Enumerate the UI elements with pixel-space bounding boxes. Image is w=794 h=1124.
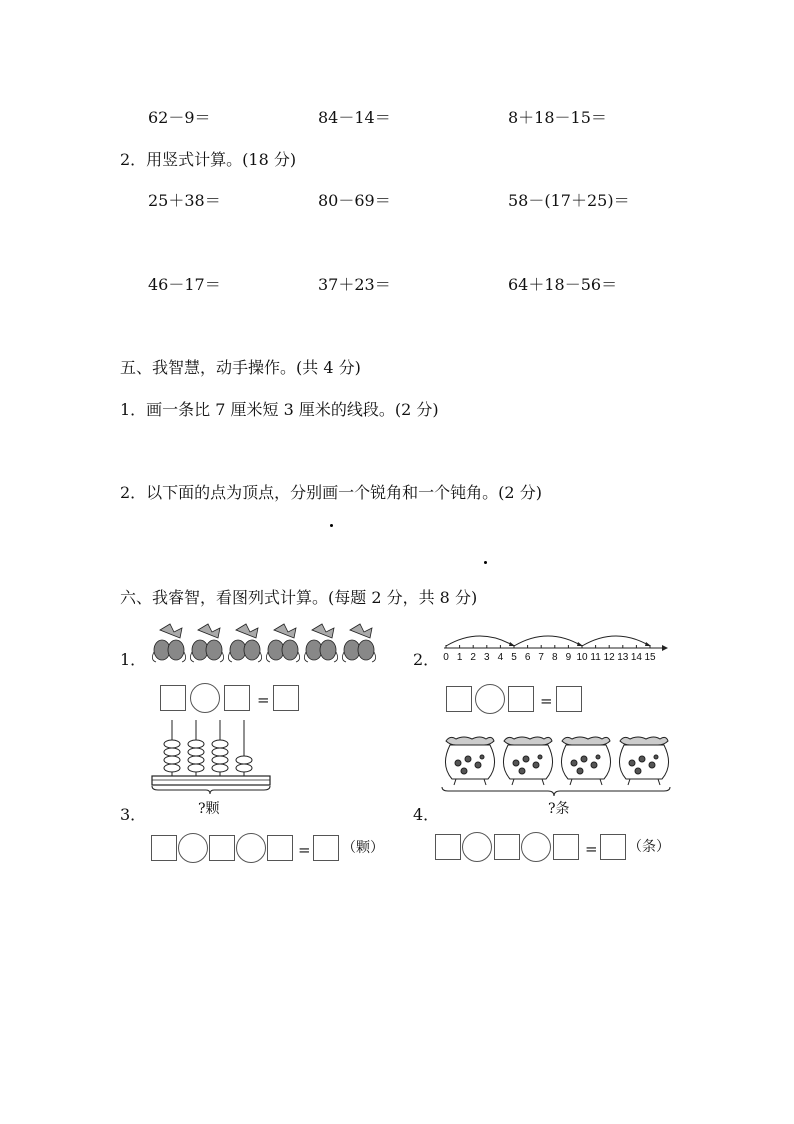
answer-box[interactable] — [273, 685, 299, 711]
vertex-point-1 — [330, 524, 333, 527]
tick-label: 4 — [497, 652, 504, 663]
problem-46-17: 46－17＝ — [148, 275, 221, 294]
problem-8-18-15: 8＋18－15＝ — [508, 108, 607, 127]
equals-sign: = — [298, 841, 311, 859]
answer-box[interactable] — [151, 835, 177, 861]
operator-circle[interactable] — [236, 833, 266, 863]
abacus-question-label: ?颗 — [198, 801, 220, 817]
answer-box[interactable] — [224, 685, 250, 711]
unit-label: （条） — [628, 839, 670, 855]
equals-sign: = — [585, 840, 598, 858]
answer-box[interactable] — [553, 834, 579, 860]
problem-80-69: 80－69＝ — [318, 191, 391, 210]
pinecone-bunches-illustration — [148, 622, 378, 666]
tick-label: 12 — [603, 652, 615, 663]
answer-box[interactable] — [494, 834, 520, 860]
answer-box[interactable] — [160, 685, 186, 711]
tick-label: 1 — [456, 652, 463, 663]
tick-label: 14 — [630, 652, 642, 663]
problem-4-number: 4． — [413, 805, 440, 824]
fishbowls-illustration — [438, 735, 674, 797]
tick-label: 2 — [470, 652, 476, 663]
number-line-illustration — [440, 628, 670, 668]
operator-circle[interactable] — [462, 832, 492, 862]
tick-label: 11 — [590, 652, 601, 663]
answer-box[interactable] — [209, 835, 235, 861]
question-2-title: 2．用竖式计算。(18 分) — [120, 150, 297, 169]
operator-circle[interactable] — [475, 684, 505, 714]
answer-box[interactable] — [313, 835, 339, 861]
vertex-point-2 — [484, 561, 487, 564]
section-6-title: 六、我睿智，看图列式计算。(每题 2 分，共 8 分) — [120, 588, 478, 607]
equals-sign: = — [257, 691, 270, 709]
tick-label: 13 — [617, 652, 629, 663]
problem-84-14: 84－14＝ — [318, 108, 391, 127]
problem-1-number: 1． — [120, 650, 147, 669]
answer-box[interactable] — [446, 686, 472, 712]
section-5-question-2: 2．以下面的点为顶点，分别画一个锐角和一个钝角。(2 分) — [120, 483, 542, 502]
answer-box[interactable] — [556, 686, 582, 712]
answer-box[interactable] — [267, 835, 293, 861]
answer-box[interactable] — [435, 834, 461, 860]
problem-25-38: 25＋38＝ — [148, 191, 221, 210]
problem-37-23: 37＋23＝ — [318, 275, 391, 294]
tick-label: 5 — [511, 652, 517, 663]
section-5-question-1: 1．画一条比 7 厘米短 3 厘米的线段。(2 分) — [120, 400, 439, 419]
tick-label: 7 — [538, 652, 544, 663]
section-5-title: 五、我智慧，动手操作。(共 4 分) — [120, 358, 361, 377]
tick-label: 15 — [644, 652, 656, 663]
problem-62-9: 62－9＝ — [148, 108, 211, 127]
tick-label: 0 — [443, 652, 449, 663]
operator-circle[interactable] — [190, 683, 220, 713]
tick-label: 8 — [552, 652, 558, 663]
answer-box[interactable] — [600, 834, 626, 860]
tick-label: 3 — [484, 652, 490, 663]
problem-2-number: 2． — [413, 650, 440, 669]
answer-box[interactable] — [508, 686, 534, 712]
tick-label: 10 — [576, 652, 588, 663]
problem-64-18-56: 64＋18－56＝ — [508, 275, 618, 294]
problem-58-17-25: 58－(17＋25)＝ — [508, 191, 630, 210]
abacus-illustration — [148, 718, 274, 796]
tick-label: 6 — [524, 652, 531, 663]
problem-3-number: 3． — [120, 805, 147, 824]
equals-sign: = — [540, 692, 553, 710]
unit-label: （颗） — [342, 840, 384, 856]
operator-circle[interactable] — [521, 832, 551, 862]
fishbowl-question-label: ?条 — [548, 801, 570, 817]
tick-label: 9 — [565, 652, 572, 663]
operator-circle[interactable] — [178, 833, 208, 863]
